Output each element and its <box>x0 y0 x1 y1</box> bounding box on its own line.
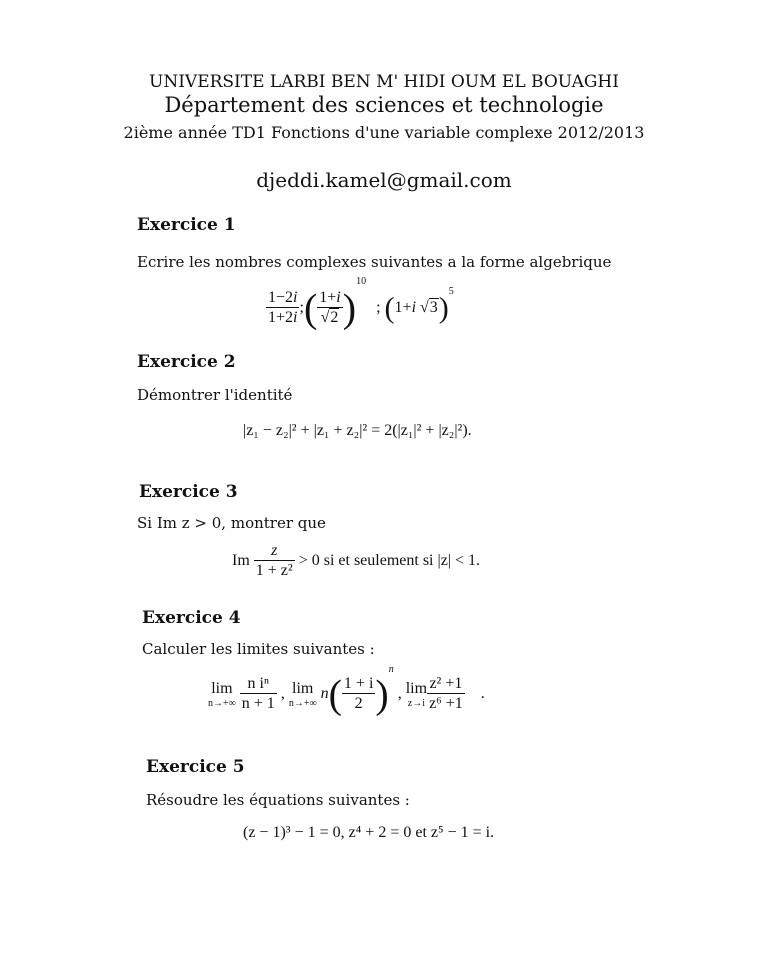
exercise-4-statement: Calculer les limites suivantes : <box>142 640 375 658</box>
exercise-1-statement: Ecrire les nombres complexes suivantes a la forme algebrique <box>137 253 612 271</box>
exercise-3-title: Exercice 3 <box>139 482 238 502</box>
exercise-5-title: Exercice 5 <box>146 757 245 777</box>
exercise-1-formula: $\frac{1-2i}{1+2i}$ ;( $\frac{1+i}{√2}$ )$^{10}$ ; (1+i √3)$^5$ <box>268 276 454 331</box>
limit-1: lim n→+∞ <box>208 679 236 709</box>
exercise-2-statement: Démontrer l'identité <box>137 386 293 404</box>
course-title: 2ième année TD1 Fonctions d'une variable complexe 2012/2013 <box>123 123 645 142</box>
exercise-3-statement: Si Im z > 0, montrer que <box>137 514 326 532</box>
department-name: Département des sciences et technologie <box>164 93 604 117</box>
limit-3: lim z→i <box>405 679 428 709</box>
limit-2: lim n→+∞ <box>288 679 317 709</box>
exercise-4-formula: lim n→+∞ $\frac{\text{n iⁿ}}{n + 1}$ , lim n→+∞ n( $\frac{1 + i}{2}$ )$^n$ , lim z→i $\frac{\text{z² +1}}{\text{z⁶ +1}}$ . <box>208 664 485 717</box>
exercise-2-title: Exercice 2 <box>137 352 236 372</box>
author-email[interactable]: djeddi.kamel@gmail.com <box>256 168 512 192</box>
fraction-2: $\frac{1+i}{√2}$ <box>319 289 341 327</box>
exercise-3-formula: Im $\frac{z}{\text{1 + z²}}$ > 0 si et seulement si |z| < 1. <box>232 542 481 580</box>
exercise-5-statement: Résoudre les équations suivantes : <box>146 791 410 809</box>
exercise-5-formula: (z − 1)³ − 1 = 0, z⁴ + 2 = 0 et z⁵ − 1 = i. <box>243 824 495 841</box>
fraction-1: $\frac{1-2i}{1+2i}$ <box>268 289 298 327</box>
exercise-1-title: Exercice 1 <box>137 215 236 235</box>
fraction-z: $\frac{z}{\text{1 + z²}}$ <box>255 542 293 580</box>
exercise-4-title: Exercice 4 <box>142 608 241 628</box>
university-name: UNIVERSITE LARBI BEN M' HIDI OUM EL BOUAGHI <box>149 72 619 92</box>
exercise-2-formula: |z₁ − z₂|² + |z₁ + z₂|² = 2(|z₁|² + |z₂|²). <box>243 422 472 439</box>
